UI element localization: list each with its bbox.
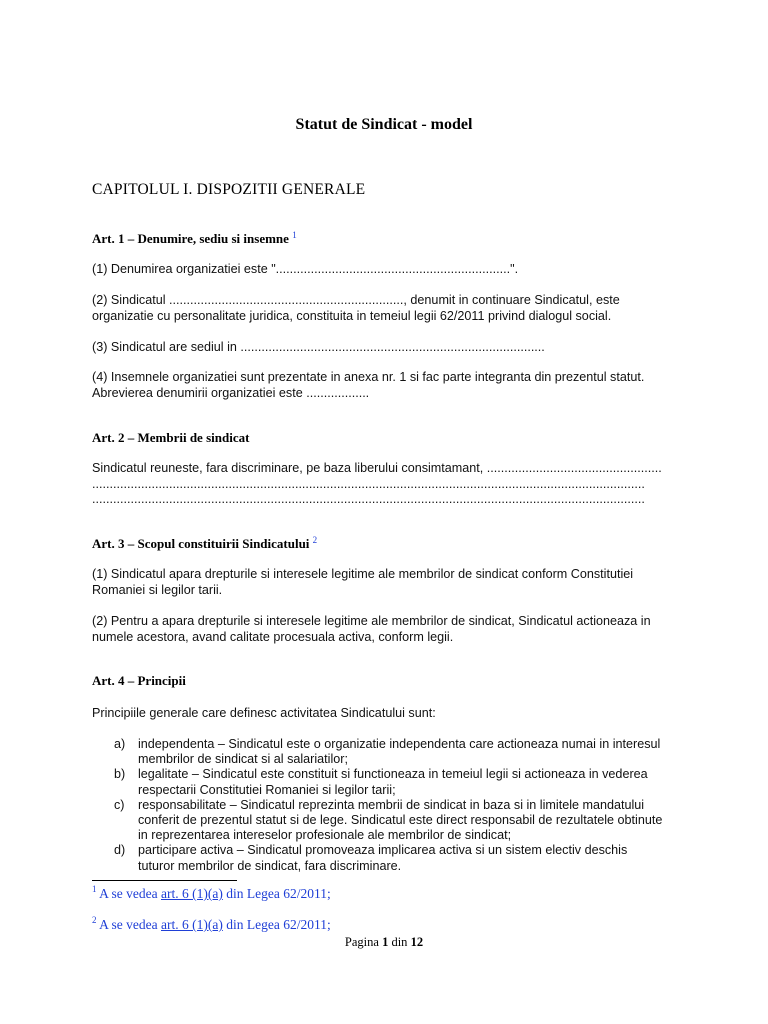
footnote-1: $^1$ A se vedea art. 6 (1)(a) din Legea 62/2011; [92, 884, 331, 901]
footnote-ref-2[interactable]: 2 [312, 535, 318, 545]
list-item: c) responsabilitate – Sindicatul reprezinta membrii de sindicat in baza si in limitele mandatului conferit de prezentul statut si de lege. Sindicatul este direct responsabil de rezultatele obtinute in reprezentarea intereselor profesionale ale membrilor de sindicat; [114, 797, 663, 843]
document-title: Statut de Sindicat - model [295, 116, 473, 133]
art2-paragraph: Sindicatul reuneste, fara discriminare, pe baza liberului consimtamant, .................................................. .............................................................................................................................................................. .............................................................................................................................................................. [92, 461, 662, 506]
art1-paragraph-1: (1) Denumirea organizatiei este "...................................................................". [92, 262, 519, 276]
list-item: a) independenta – Sindicatul este o organizatie independenta care actioneaza numai in interesul membrilor de sindicat si al salariatilor; [114, 737, 661, 767]
art2-heading: Art. 2 – Membrii de sindicat [92, 430, 250, 445]
art1-paragraph-3: (3) Sindicatul are sediul in ....................................................................................... [92, 340, 545, 354]
art1-heading: Art. 1 – Denumire, sediu si insemne $^1$ [92, 230, 297, 246]
footnote-separator [92, 880, 237, 881]
list-item: d) participare activa – Sindicatul promoveaza implicarea activa si un sistem electiv deschis tuturor membrilor de sindicat, fara discriminare. [114, 843, 628, 873]
art3-paragraph-2: (2) Pentru a apara drepturile si interesele legitime ale membrilor de sindicat, Sindicatul actioneaza in numele acestora, avand calitate procesuala activa, conform legii. [92, 614, 651, 644]
art4-heading: Art. 4 – Principii [92, 673, 186, 688]
list-item: b) legalitate – Sindicatul este constituit si functioneaza in temeiul legii si actioneaza in vederea respectarii Constitutiei Romaniei si legilor tarii; [114, 767, 648, 797]
art3-heading: Art. 3 – Scopul constituirii Sindicatului $^2$ [92, 535, 318, 551]
footnote-1-link[interactable]: art. 6 (1)(a) [161, 886, 223, 901]
art4-intro: Principiile generale care definesc activitatea Sindicatului sunt: [92, 706, 436, 720]
art1-paragraph-4: (4) Insemnele organizatiei sunt prezentate in anexa nr. 1 si fac parte integranta din prezentul statut. Abrevierea denumirii organizatiei este .................. [92, 370, 645, 400]
art1-paragraph-2: (2) Sindicatul ..................................................................., denumit in continuare Sindicatul, este organizatie cu personalitate juridica, constituita in temeiul legii 62/2011 privind dialogul social. [92, 293, 620, 323]
art3-paragraph-1: (1) Sindicatul apara drepturile si interesele legitime ale membrilor de sindicat conform Constitutiei Romaniei si legilor tarii. [92, 567, 634, 597]
footnote-2-link[interactable]: art. 6 (1)(a) [161, 917, 223, 932]
footnote-ref-1[interactable]: 1 [292, 230, 297, 240]
chapter-heading: CAPITOLUL I. DISPOZITII GENERALE [92, 181, 366, 198]
page-number: Pagina 1 din 12 [344, 935, 424, 949]
footnote-2: $^2$ A se vedea art. 6 (1)(a) din Legea 62/2011; [92, 915, 331, 932]
art4-principles-list [92, 737, 677, 874]
